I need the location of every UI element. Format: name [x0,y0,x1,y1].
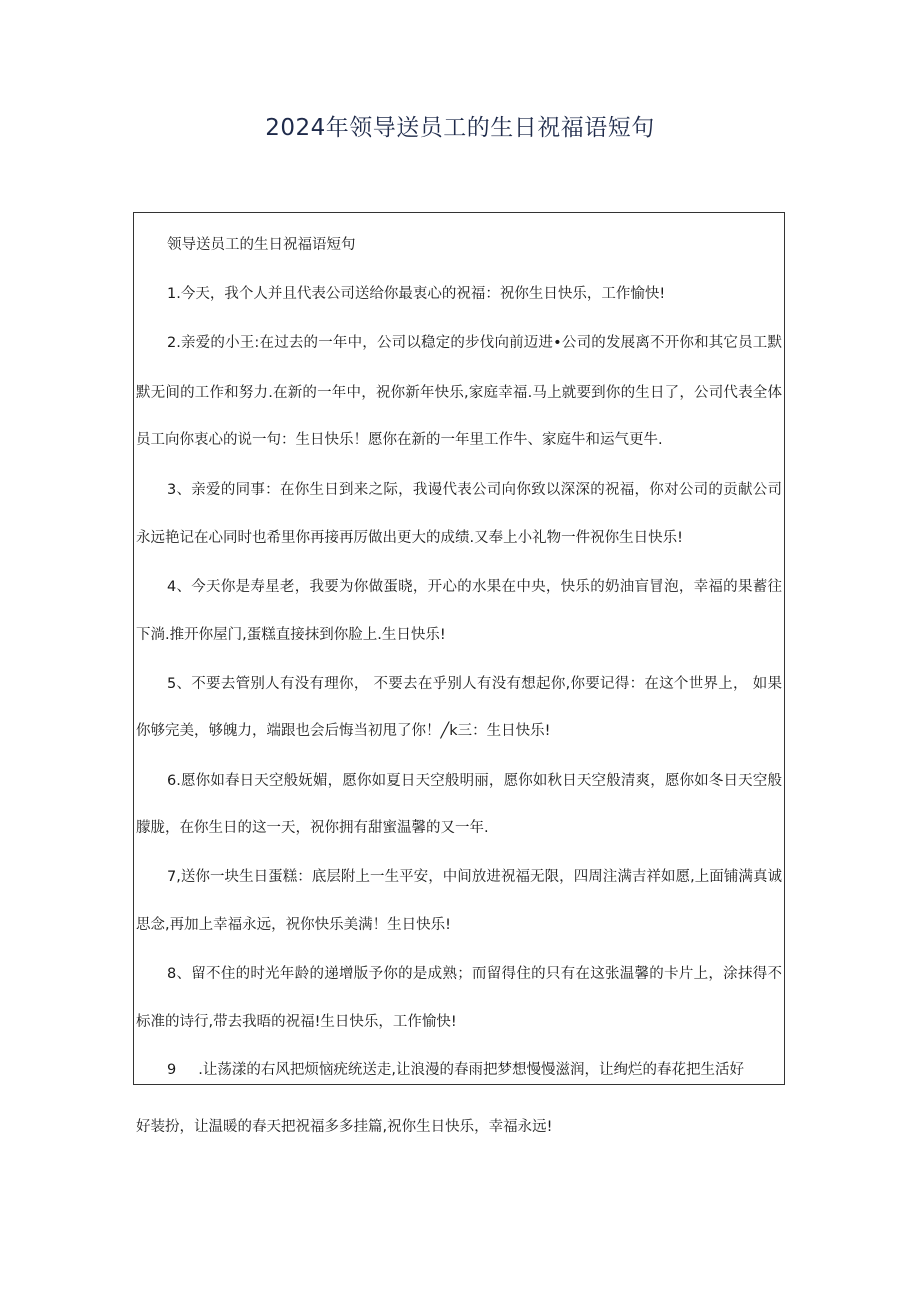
paragraph-item-9-line-1 [167,1060,744,1080]
page-title: 2024年领导送员工的生日祝福语短句 [265,115,655,141]
paragraph-item-4-line-1: 4、今天你是寿星老，我要为你做蛋晓，开心的水果在中央，快乐的奶油盲冒泡，幸福的果蓄往 [167,579,782,595]
paragraph-item-5-line-2: 你够完美，够魄力，端跟也会后悔当初甩了你！╱k三：生日快乐! [136,723,551,739]
paragraph-item-9-text: .让荡漾的右风把烦恼疣统送走,让浪漫的春雨把梦想慢慢滋润，让绚烂的春花把生活好 [198,1062,744,1078]
paragraph-item-8-line-2: 标准的诗行,带去我晤的祝福!生日快乐，工作愉快! [136,1014,457,1030]
paragraph-item-9-line-2: 好装扮，让温暖的春天把祝福多多挂篇,祝你生日快乐，幸福永远! [136,1119,553,1135]
paragraph-item-2-line-3: 员工向你衷心的说一句：生日快乐！愿你在新的一年里工作牛、家庭牛和运气更牛. [136,432,663,448]
paragraph-item-6-line-2: 朦胧，在你生日的这一天，祝你拥有甜蜜温馨的又一年. [136,820,489,836]
paragraph-item-9-number: 9 [167,1062,177,1078]
paragraph-item-6-line-1: 6.愿你如春日天空般妩媚，愿你如夏日天空般明丽，愿你如秋日天空般清爽，愿你如冬日天空般 [167,773,782,789]
paragraph-item-7-line-1: 7,送你一块生日蛋糕：底层附上一生平安，中间放进祝福无限，四周注满吉祥如愿,上面铺满真诚 [167,869,782,885]
paragraph-item-5-line-1: 5、不要去管别人有没有理你， 不要去在乎别人有没有想起你,你要记得：在这个世界上， 如果 [167,676,782,692]
paragraph-item-2-line-2: 默无间的工作和努力.在新的一年中，祝你新年快乐,家庭幸福.马上就要到你的生日了，公司代表全体 [136,385,782,401]
paragraph-item-1-line-1: 1.今天，我个人并且代表公司送给你最衷心的祝福：祝你生日快乐，工作愉快! [167,286,666,302]
paragraph-item-8-line-1: 8、留不住的时光年龄的递增版予你的是成熟；而留得住的只有在这张温馨的卡片上，涂抹得不 [167,966,782,982]
paragraph-item-3-line-1: 3、亲爱的同事：在你生日到来之际，我谩代表公司向你致以深深的祝福，你对公司的贡献公司 [167,482,782,498]
paragraph-item-2-line-1: 2.亲爱的小王:在过去的一年中，公司以稳定的步伐向前迈进•公司的发展离不开你和其它员工默 [167,335,782,351]
paragraph-item-4-line-2: 下淌.推开你屋门,蛋糕直接抹到你脸上.生日快乐! [136,627,446,643]
paragraph-item-3-line-2: 永远艳记在心同时也希里你再接再厉做出更大的成绩.又奉上小礼物一件祝你生日快乐! [136,530,683,546]
paragraph-item-7-line-2: 思念,再加上幸福永远，祝你快乐美满！生日快乐! [136,917,451,933]
box-heading: 领导送员工的生日祝福语短句 [167,237,356,253]
